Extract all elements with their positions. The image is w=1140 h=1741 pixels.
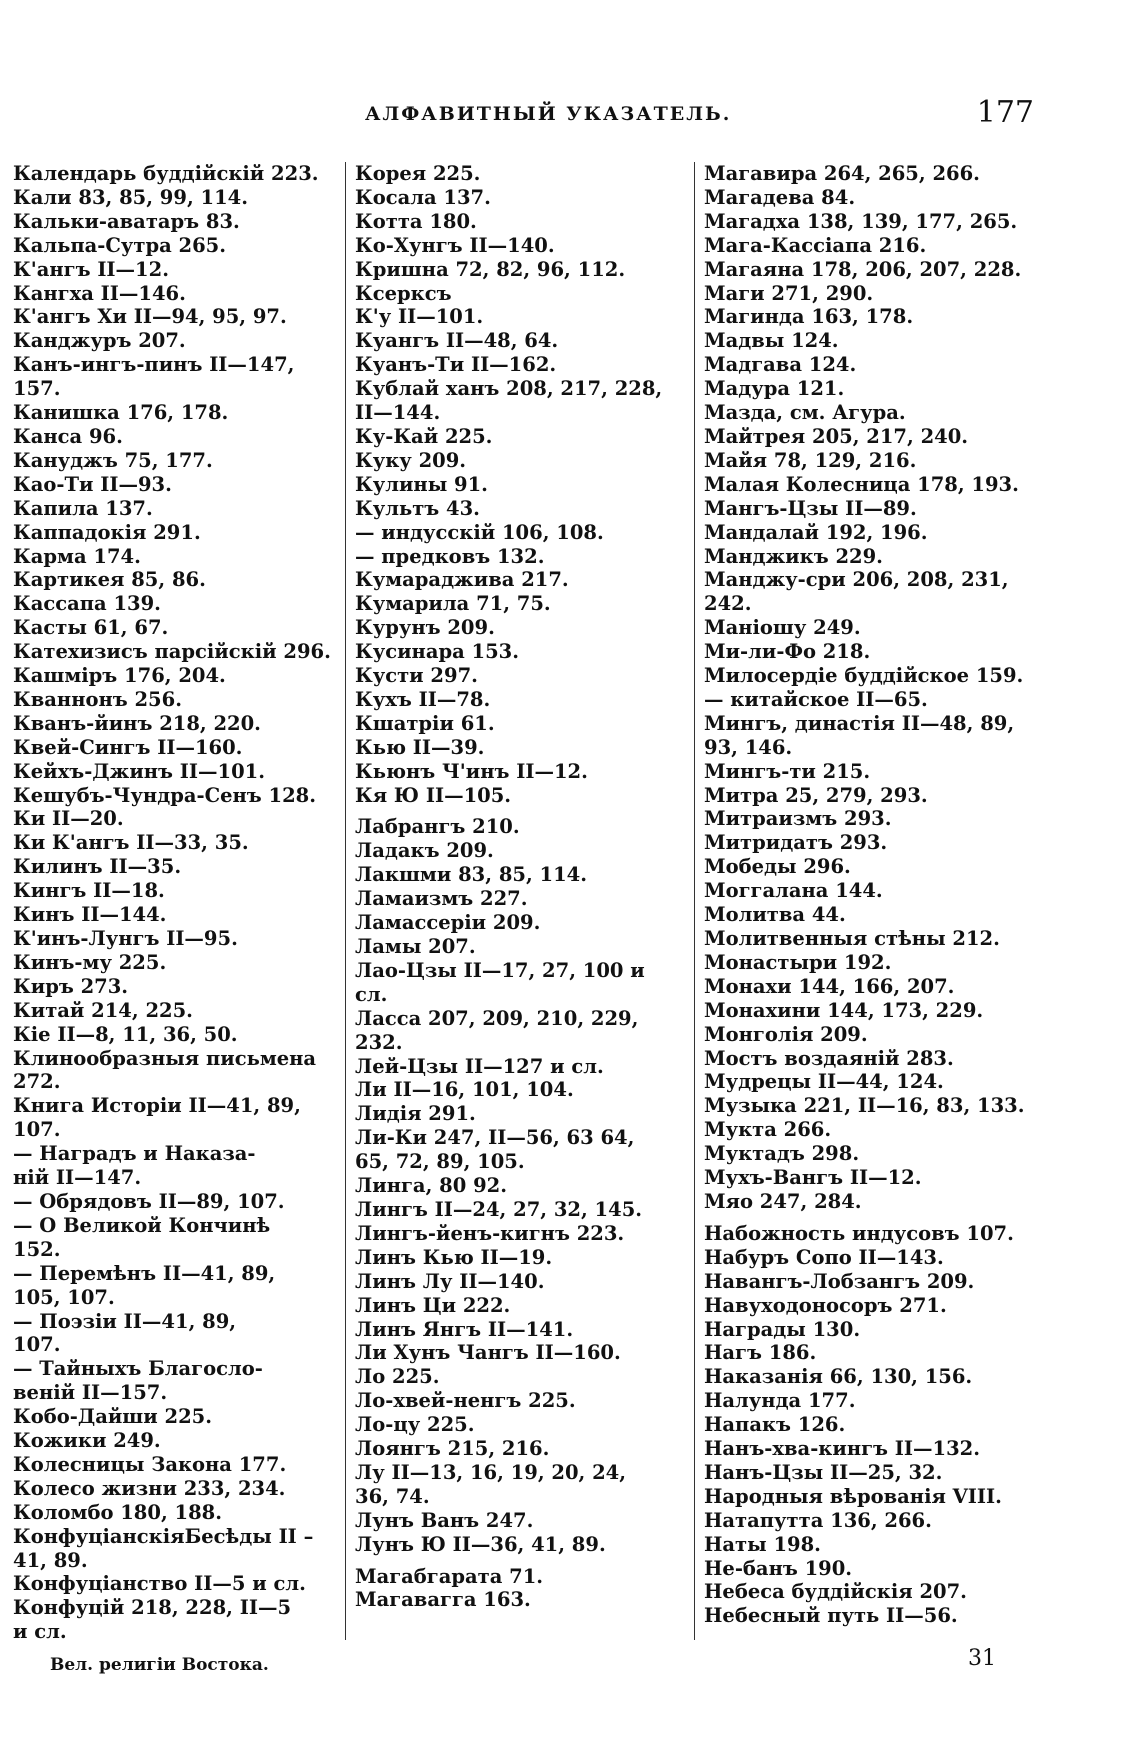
index-entry: Монголія 209. <box>704 1022 868 1046</box>
index-column-3 <box>704 162 1039 1640</box>
index-entry: Мудрецы II—44, 124. <box>704 1070 944 1094</box>
index-entry: Ладакъ 209. <box>355 839 494 863</box>
index-entry: Молитвенныя стѣны 212. <box>704 927 1000 950</box>
index-entry: Конфуцій 218, 228, II—5 <box>13 1596 292 1620</box>
index-entry: Кангха II—146. <box>13 281 186 305</box>
index-entry: Манджу-сри 206, 208, 231, <box>704 568 1009 592</box>
index-entry: Набожность индусовъ 107. <box>704 1221 1014 1245</box>
index-entry: Налунда 177. <box>704 1389 856 1413</box>
index-entry: Наказанія 66, 130, 156. <box>704 1365 973 1389</box>
index-entry: Корея 225. <box>355 162 481 185</box>
index-entry: Кулины 91. <box>355 472 488 496</box>
page-number: 177 <box>976 95 1034 130</box>
index-entry: Карма 174. <box>13 544 141 568</box>
index-entry: Календарь буддійскій 223. <box>13 162 319 185</box>
index-entry: Кришна 72, 82, 96, 112. <box>355 257 626 281</box>
index-entry: Моггалана 144. <box>704 879 883 903</box>
index-entry: Мадгава 124. <box>704 353 857 377</box>
index-entry: II—144. <box>355 401 441 425</box>
index-entry: 232. <box>355 1030 403 1054</box>
index-entry: Кашміръ 176, 204. <box>13 664 226 688</box>
column-divider <box>345 162 346 1640</box>
index-entry: 272. <box>13 1070 61 1094</box>
index-entry: Линъ Ци 222. <box>355 1293 511 1317</box>
index-entry: Ки II—20. <box>13 807 124 831</box>
index-entry: — О Великой Кончинѣ <box>13 1213 271 1237</box>
index-entry: Небесный путь II—56. <box>704 1604 958 1628</box>
index-entry: Лу II—13, 16, 19, 20, 24, <box>355 1460 627 1484</box>
index-entry: Кваннонъ 256. <box>13 687 182 711</box>
index-entry: Магадха 138, 139, 177, 265. <box>704 209 1018 233</box>
index-entry: Ко-Хунгъ II—140. <box>355 233 555 257</box>
index-entry: Нанъ-Цзы II—25, 32. <box>704 1460 943 1484</box>
index-entry: Ку-Кай 225. <box>355 424 493 448</box>
index-entry: Манджикъ 229. <box>704 544 883 568</box>
index-entry: Катехизисъ парсійскій 296. <box>13 640 331 664</box>
index-entry: Ли Хунъ Чангъ II—160. <box>355 1341 621 1365</box>
index-entry: 152. <box>13 1237 61 1261</box>
index-entry: Митридатъ 293. <box>704 831 888 855</box>
index-entry: — китайское II—65. <box>704 687 928 711</box>
index-entry: Кассапа 139. <box>13 592 161 616</box>
index-entry: К'у II—101. <box>355 305 484 329</box>
index-entry: Косала 137. <box>355 185 491 209</box>
index-entry: КонфуціанскіяБесѣды II – <box>13 1524 314 1548</box>
index-entry: Магавира 264, 265, 266. <box>704 162 980 185</box>
index-entry: Куанъ-Ти II—162. <box>355 353 557 377</box>
index-entry: Монахи 144, 166, 207. <box>704 974 955 998</box>
index-entry: Народныя вѣрованія VIII. <box>704 1484 1002 1508</box>
index-entry: Ламаизмъ 227. <box>355 887 528 911</box>
index-entry: 93, 146. <box>704 735 793 759</box>
index-entry: Магинда 163, 178. <box>704 305 914 329</box>
index-entry: К'инъ-Лунгъ II—95. <box>13 927 238 950</box>
index-entry: Наты 198. <box>704 1532 821 1556</box>
index-entry: Кванъ-йинъ 218, 220. <box>13 711 261 735</box>
index-entry: Мандалай 192, 196. <box>704 520 928 544</box>
index-entry: Митраизмъ 293. <box>704 807 892 831</box>
index-entry: Книга Исторіи II—41, 89, <box>13 1094 301 1118</box>
index-entry: Мадвы 124. <box>704 329 839 353</box>
index-entry: Лабрангъ 210. <box>355 815 520 839</box>
index-entry: Молитва 44. <box>704 903 846 927</box>
index-entry: Мяо 247, 284. <box>704 1189 862 1213</box>
index-entry: Милосердіе буддійское 159. <box>704 664 1024 688</box>
index-entry: Канса 96. <box>13 424 123 448</box>
index-entry: — Наградъ и Наказа- <box>13 1142 256 1166</box>
index-entry: Канджуръ 207. <box>13 329 186 353</box>
index-entry: — Поэзіи II—41, 89, <box>13 1309 237 1333</box>
index-entry: Ли II—16, 101, 104. <box>355 1078 574 1102</box>
index-entry: Монахини 144, 173, 229. <box>704 998 984 1022</box>
index-entry: — Обрядовъ II—89, 107. <box>13 1189 285 1213</box>
index-entry: Кингъ II—18. <box>13 879 165 903</box>
index-entry: Набуръ Сопо II—143. <box>704 1245 944 1269</box>
index-entry: Линга, 80 92. <box>355 1174 507 1198</box>
index-entry: Као-Ти II—93. <box>13 472 172 496</box>
index-entry: Мобеды 296. <box>704 855 851 879</box>
index-entry: — предковъ 132. <box>355 544 545 568</box>
page-title: АЛФАВИТНЫЙ УКАЗАТЕЛЬ. <box>365 103 732 125</box>
index-entry: Лингъ-йенъ-кигнъ 223. <box>355 1221 625 1245</box>
index-entry: Конфуціанство II—5 и сл. <box>13 1572 306 1596</box>
index-entry: Ламы 207. <box>355 935 476 958</box>
index-entry: Майтрея 205, 217, 240. <box>704 424 969 448</box>
index-entry: Нагъ 186. <box>704 1341 817 1365</box>
index-entry: Киръ 273. <box>13 974 129 998</box>
page-header <box>0 95 1140 139</box>
index-entry: Кинъ-му 225. <box>13 950 167 974</box>
index-entry: Каппадокія 291. <box>13 520 201 544</box>
index-entry: Кальпа-Сутра 265. <box>13 233 226 257</box>
index-entry: Касты 61, 67. <box>13 616 169 640</box>
index-entry: Мангъ-Цзы II—89. <box>704 496 917 520</box>
index-entry: Кухъ II—78. <box>355 687 491 711</box>
index-entry: Навангъ-Лобзангъ 209. <box>704 1269 975 1293</box>
index-entry: Мукта 266. <box>704 1118 832 1142</box>
index-entry: 157. <box>13 377 61 401</box>
index-entry: Квей-Сингъ II—160. <box>13 735 243 759</box>
index-entry: Лунъ Ванъ 247. <box>355 1508 534 1532</box>
index-entry: сл. <box>355 982 388 1006</box>
index-entry: Магабгарата 71. <box>355 1564 544 1588</box>
index-entry: Лунъ Ю II—36, 41, 89. <box>355 1532 606 1556</box>
index-entry: Натапутта 136, 266. <box>704 1508 932 1532</box>
index-entry: Канишка 176, 178. <box>13 401 229 425</box>
index-entry: Кожики 249. <box>13 1429 161 1453</box>
index-entry: Монастыри 192. <box>704 950 892 974</box>
index-entry: Лидія 291. <box>355 1102 476 1126</box>
index-entry: Нанъ-хва-кингъ II—132. <box>704 1437 981 1461</box>
index-entry: Кумарила 71, 75. <box>355 592 551 616</box>
index-entry: Линъ Кью II—19. <box>355 1245 553 1269</box>
index-entry: Магадева 84. <box>704 185 856 209</box>
index-entry: — Перемѣнъ II—41, 89, <box>13 1261 276 1285</box>
index-entry: Кальки-аватаръ 83. <box>13 209 240 233</box>
index-entry: Ли-Ки 247, II—56, 63 64, <box>355 1126 635 1150</box>
index-entry: Магавагга 163. <box>355 1588 531 1612</box>
index-entry: Мингъ-ти 215. <box>704 759 871 783</box>
index-entry: Кіе II—8, 11, 36, 50. <box>13 1022 238 1046</box>
index-entry: Клинообразныя письмена <box>13 1046 317 1070</box>
index-entry: Награды 130. <box>704 1317 861 1341</box>
index-entry: Кьюнъ Ч'инъ II—12. <box>355 759 588 783</box>
index-entry: Малая Колесница 178, 193. <box>704 472 1019 496</box>
index-entry: Кью II—39. <box>355 735 485 759</box>
index-entry: Колесницы Закона 177. <box>13 1452 287 1476</box>
index-entry: 105, 107. <box>13 1285 115 1309</box>
index-entry: Кя Ю II—105. <box>355 783 512 807</box>
index-entry: Лакшми 83, 85, 114. <box>355 863 588 887</box>
index-entry: Ксерксъ <box>355 281 452 305</box>
index-entry: 242. <box>704 592 752 616</box>
index-entry: Напакъ 126. <box>704 1413 846 1437</box>
index-entry: Кумараджива 217. <box>355 568 569 592</box>
index-entry: 65, 72, 89, 105. <box>355 1150 525 1174</box>
index-entry: Небеса буддійскія 207. <box>704 1580 967 1604</box>
index-entry: К'ангъ Хи II—94, 95, 97. <box>13 305 287 329</box>
index-entry: К'ангъ II—12. <box>13 257 169 281</box>
footer-sheet-number: 31 <box>968 1646 996 1671</box>
index-entry: Митра 25, 279, 293. <box>704 783 928 807</box>
index-entry: Ло-цу 225. <box>355 1413 475 1437</box>
index-entry: Кейхъ-Джинъ II—101. <box>13 759 266 783</box>
index-entry: и сл. <box>13 1620 67 1640</box>
index-entry: — Тайныхъ Благосло- <box>13 1357 263 1381</box>
index-entry: 41, 89. <box>13 1548 88 1572</box>
index-entry: Магаяна 178, 206, 207, 228. <box>704 257 1022 281</box>
index-entry: Китай 214, 225. <box>13 998 193 1022</box>
index-entry: 107. <box>13 1118 61 1142</box>
index-entry: Кублай ханъ 208, 217, 228, <box>355 377 663 401</box>
index-entry: Ламассеріи 209. <box>355 911 541 935</box>
index-entry: — индусскій 106, 108. <box>355 520 604 544</box>
index-entry: веній II—157. <box>13 1381 168 1405</box>
index-entry: Кусти 297. <box>355 664 478 688</box>
index-entry: Лоянгъ 215, 216. <box>355 1437 550 1461</box>
index-entry: Кали 83, 85, 99, 114. <box>13 185 249 209</box>
index-entry: Кшатріи 61. <box>355 711 495 735</box>
index-entry: Ло-хвей-ненгъ 225. <box>355 1389 576 1413</box>
index-entry: Капила 137. <box>13 496 153 520</box>
index-entry: Мазда, см. Агура. <box>704 401 906 425</box>
index-entry: Мостъ воздаяній 283. <box>704 1046 954 1070</box>
index-entry: Мага-Кассіапа 216. <box>704 233 927 257</box>
index-entry: Кешубъ-Чундра-Сенъ 128. <box>13 783 317 807</box>
index-column-1 <box>13 162 335 1640</box>
index-entry: Ло 225. <box>355 1365 440 1389</box>
footer-signature: Вел. религіи Востока. <box>50 1655 269 1675</box>
index-entry: Музыка 221, II—16, 83, 133. <box>704 1094 1025 1118</box>
column-divider <box>694 162 695 1640</box>
index-entry: Ми-ли-Фо 218. <box>704 640 871 664</box>
index-entry: ній II—147. <box>13 1166 142 1190</box>
index-entry: Мадура 121. <box>704 377 845 401</box>
index-entry: Не-банъ 190. <box>704 1556 853 1580</box>
index-entry: Кобо-Дайши 225. <box>13 1405 212 1429</box>
index-entry: Мингъ, династія II—48, 89, <box>704 711 1015 735</box>
index-entry: Кинъ II—144. <box>13 903 167 927</box>
index-entry: Лей-Цзы II—127 и сл. <box>355 1054 604 1078</box>
index-entry: Навуходоносоръ 271. <box>704 1293 947 1317</box>
index-entry: Килинъ II—35. <box>13 855 182 879</box>
index-entry: Кусинара 153. <box>355 640 520 664</box>
index-entry: Майя 78, 129, 216. <box>704 448 917 472</box>
index-entry: Кануджъ 75, 177. <box>13 448 213 472</box>
index-entry: Куангъ II—48, 64. <box>355 329 559 353</box>
index-entry: Канъ-ингъ-пинъ II—147, <box>13 353 295 377</box>
index-entry: Лингъ II—24, 27, 32, 145. <box>355 1197 643 1221</box>
index-column-2 <box>355 162 687 1640</box>
index-entry: Куку 209. <box>355 448 467 472</box>
index-entry: Курунъ 209. <box>355 616 495 640</box>
index-entry: 107. <box>13 1333 61 1357</box>
index-entry: Муктадъ 298. <box>704 1142 860 1166</box>
index-entry: Линъ Янгъ II—141. <box>355 1317 574 1341</box>
index-entry: Маніошу 249. <box>704 616 861 640</box>
index-entry: Коломбо 180, 188. <box>13 1500 223 1524</box>
index-entry: Колесо жизни 233, 234. <box>13 1476 286 1500</box>
index-entry: Картикея 85, 86. <box>13 568 206 592</box>
index-entry: Котта 180. <box>355 209 477 233</box>
index-entry: Лао-Цзы II—17, 27, 100 и <box>355 958 645 982</box>
index-entry: Мухъ-Вангъ II—12. <box>704 1166 922 1190</box>
index-entry: Линъ Лу II—140. <box>355 1269 545 1293</box>
index-entry: Ки К'ангъ II—33, 35. <box>13 831 249 855</box>
index-entry: Культъ 43. <box>355 496 480 520</box>
index-entry: 36, 74. <box>355 1484 430 1508</box>
index-entry: Маги 271, 290. <box>704 281 874 305</box>
index-entry: Ласса 207, 209, 210, 229, <box>355 1006 639 1030</box>
